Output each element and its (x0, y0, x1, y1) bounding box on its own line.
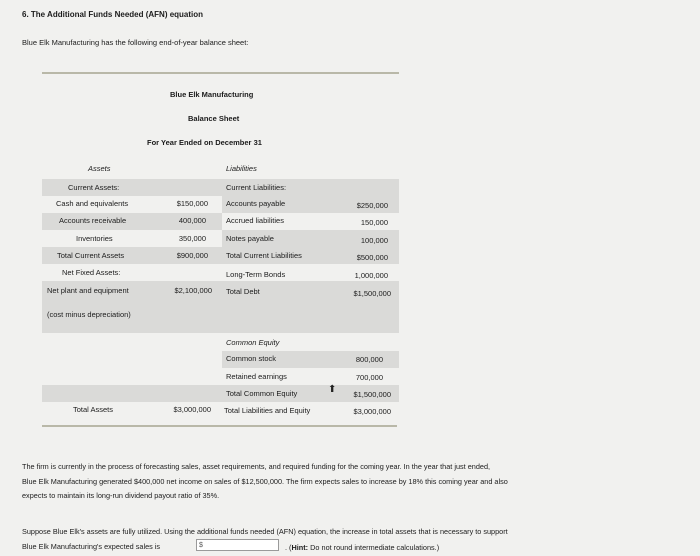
hint-prefix: . ( (285, 543, 292, 552)
answer-input[interactable] (196, 539, 279, 551)
current-assets-label: Current Assets: (68, 183, 120, 192)
payables-value: $250,000 (356, 201, 388, 210)
hint-text (285, 543, 439, 552)
question-line-2-text: Blue Elk Manufacturing's expected sales is (22, 541, 161, 551)
total-current-assets-value: $900,000 (176, 251, 208, 260)
forecast-line-1: The firm is currently in the process of forecasting sales, asset requirements, and required funding for the coming year. In the year that just ended, (22, 462, 491, 471)
cash-label: Cash and equivalents (56, 199, 129, 208)
common-stock-label: Common stock (226, 354, 277, 363)
total-assets-value: $3,000,000 (173, 405, 211, 414)
divider-top (42, 72, 399, 74)
hint-body: Do not round intermediate calculations.) (308, 543, 440, 552)
receivables-value: 400,000 (178, 216, 206, 225)
forecast-line-2: Blue Elk Manufacturing generated $400,000 net income on sales of $12,500,000. The firm expects sales to increase by 18% this coming year and also (22, 476, 508, 486)
divider-bottom (42, 425, 397, 427)
current-liabilities-label: Current Liabilities: (226, 183, 287, 192)
total-liab-equity-value: $3,000,000 (353, 407, 391, 416)
total-current-liabilities-label: Total Current Liabilities (226, 251, 302, 260)
accrued-label: Accrued liabilities (226, 216, 284, 225)
common-equity-header: Common Equity (226, 338, 280, 347)
forecast-paragraph (22, 460, 662, 504)
total-common-equity-value: $1,500,000 (353, 390, 391, 399)
net-plant-label: Net plant and equipment (47, 286, 129, 295)
retained-earnings-value: 700,000 (355, 373, 383, 382)
answer-currency: $ (199, 542, 203, 549)
total-common-equity-label: Total Common Equity (226, 389, 298, 398)
statement-title: Balance Sheet (188, 114, 240, 123)
total-debt-label: Total Debt (226, 287, 260, 296)
question-line-1: Suppose Blue Elk's assets are fully utilized. Using the additional funds needed (AFN) equation, the increase in total assets that is necessary to support (22, 527, 508, 536)
mouse-pointer-icon: ⬆︎ (328, 384, 337, 395)
inventories-value: 350,000 (178, 234, 206, 243)
statement-period: For Year Ended on December 31 (147, 138, 262, 147)
payables-label: Accounts payable (226, 199, 286, 208)
inventories-label: Inventories (76, 234, 113, 243)
assets-header: Assets (88, 164, 111, 173)
total-assets-label: Total Assets (73, 405, 114, 414)
cash-value: $150,000 (176, 199, 208, 208)
accrued-value: 150,000 (360, 218, 388, 227)
retained-earnings-label: Retained earnings (226, 372, 287, 381)
liabilities-header: Liabilities (226, 164, 257, 173)
long-term-bonds-value: 1,000,000 (354, 271, 388, 280)
common-stock-value: 800,000 (355, 355, 383, 364)
notes-value: 100,000 (360, 236, 388, 245)
net-fixed-assets-label: Net Fixed Assets: (62, 268, 121, 277)
receivables-label: Accounts receivable (59, 216, 127, 225)
notes-label: Notes payable (226, 234, 274, 243)
total-current-assets-label: Total Current Assets (57, 251, 125, 260)
question-intro: Blue Elk Manufacturing has the following end-of-year balance sheet: (22, 38, 249, 47)
company-name: Blue Elk Manufacturing (170, 90, 254, 99)
cost-note: (cost minus depreciation) (47, 310, 131, 319)
net-plant-value: $2,100,000 (174, 286, 212, 295)
long-term-bonds-label: Long-Term Bonds (226, 270, 286, 279)
total-debt-value: $1,500,000 (353, 289, 391, 298)
forecast-line-3: expects to maintain its long-run dividend payout ratio of 35%. (22, 491, 220, 500)
total-current-liabilities-value: $500,000 (356, 253, 388, 262)
hint-label: Hint: (291, 543, 309, 552)
question-title: 6. The Additional Funds Needed (AFN) equation (22, 10, 204, 19)
total-liab-equity-label: Total Liabilities and Equity (224, 406, 311, 415)
